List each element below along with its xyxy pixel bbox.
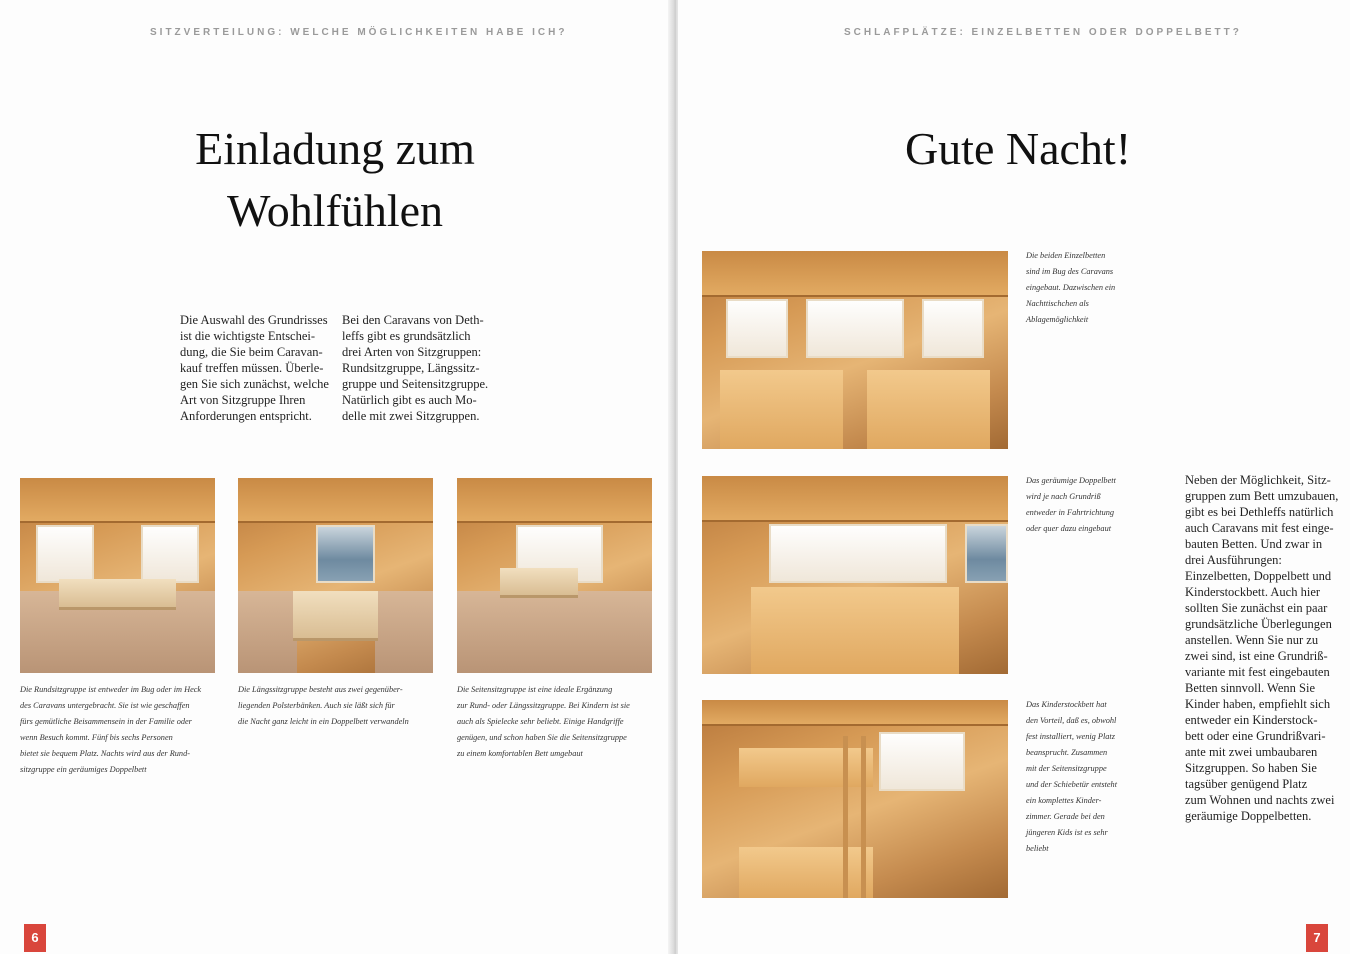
photo-einzelbetten [702, 251, 1008, 449]
caption-einzelbetten: Die beiden Einzelbetten sind im Bug des Caravans eingebaut. Dazwischen ein Nachttischchen als Ablagemöglichkeit [1026, 251, 1116, 324]
left-page [0, 0, 672, 954]
right-page [678, 0, 1350, 954]
photo-laengssitzgruppe [238, 478, 433, 673]
intro-column-2: Bei den Caravans von Deth- leffs gibt es grundsätzlich drei Arten von Sitzgruppen: Rundsitzgruppe, Längssitz- gruppe und Seitensitzgruppe. Natürlich gibt es auch Mo- delle mit zwei Sitzgruppen. [342, 313, 489, 423]
photo-doppelbett [702, 476, 1008, 674]
photo-kinderstockbett [702, 700, 1008, 898]
right-running-head: SCHLAFPLÄTZE: EINZELBETTEN ODER DOPPELBETT? [844, 27, 1242, 38]
intro-column-1: Die Auswahl des Grundrisses ist die wichtigste Entschei- dung, die Sie beim Caravan- kauf treffen müssen. Überle- gen Sie sich zunächst, welche Art von Sitzgruppe Ihren Anforderungen entspricht. [180, 313, 329, 423]
page-number-left: 6 [24, 924, 46, 952]
caption-laengssitzgruppe: Die Längssitzgruppe besteht aus zwei gegenüber- liegenden Polsterbänken. Auch sie läßt sich für die Nacht ganz leicht in ein Doppelbett verwandeln [238, 685, 409, 726]
caption-doppelbett: Das geräumige Doppelbett wird je nach Grundriß entweder in Fahrtrichtung oder quer dazu eingebaut [1026, 476, 1116, 533]
caption-seitensitzgruppe: Die Seitensitzgruppe ist eine ideale Ergänzung zur Rund- oder Längssitzgruppe. Bei Kindern ist sie auch als Spielecke sehr beliebt. Einige Handgriffe genügen, und schon haben Sie die Seitensitzgruppe zu einem komfortablen Bett umgebaut [457, 685, 630, 758]
right-body-text: Neben der Möglichkeit, Sitz- gruppen zum Bett umzubauen, gibt es bei Dethleffs natürlich auch Caravans mit fest einge- bauten Betten. Und zwar in drei Ausführungen: Einzelbetten, Doppelbett und Kinderstockbett. Auch hier sollten Sie zunächst ein paar grundsätzliche Überlegungen anstellen. Wenn Sie nur zu zwei sind, ist eine Grundriß- variante mit fest eingebauten Betten sinnvoll. Wenn Sie Kinder haben, empfiehlt sich entweder ein Kinderstock- bett oder eine Grundrißvari- ante mit zwei umbaubaren Sitzgruppen. So haben Sie tagsüber genügend Platz zum Wohnen und nachts zwei geräumige Doppelbetten. [1185, 473, 1339, 823]
caption-rundsitzgruppe: Die Rundsitzgruppe ist entweder im Bug oder im Heck des Caravans untergebracht. Sie ist wie geschaffen fürs gemütliche Beisammensein in der Familie oder wenn Besuch kommt. Fünf bis sechs Personen bietet sie bequem Platz. Nachts wird aus der Rund- sitzgruppe ein geräumiges Doppelbett [20, 685, 202, 774]
left-page-title: Einladung zum Wohlfühlen [195, 123, 475, 236]
left-running-head: SITZVERTEILUNG: WELCHE MÖGLICHKEITEN HABE ICH? [150, 27, 568, 38]
caption-kinderstockbett: Das Kinderstockbett hat den Vorteil, daß es, obwohl fest installiert, wenig Platz beansprucht. Zusammen mit der Seitensitzgruppe und der Schiebetür entsteht ein komplettes Kinder- zimmer. Gerade bei den jüngeren Kids ist es sehr beliebt [1026, 700, 1118, 853]
photo-rundsitzgruppe [20, 478, 215, 673]
right-page-title: Gute Nacht! [904, 123, 1132, 174]
photo-seitensitzgruppe [457, 478, 652, 673]
page-number-right: 7 [1306, 924, 1328, 952]
